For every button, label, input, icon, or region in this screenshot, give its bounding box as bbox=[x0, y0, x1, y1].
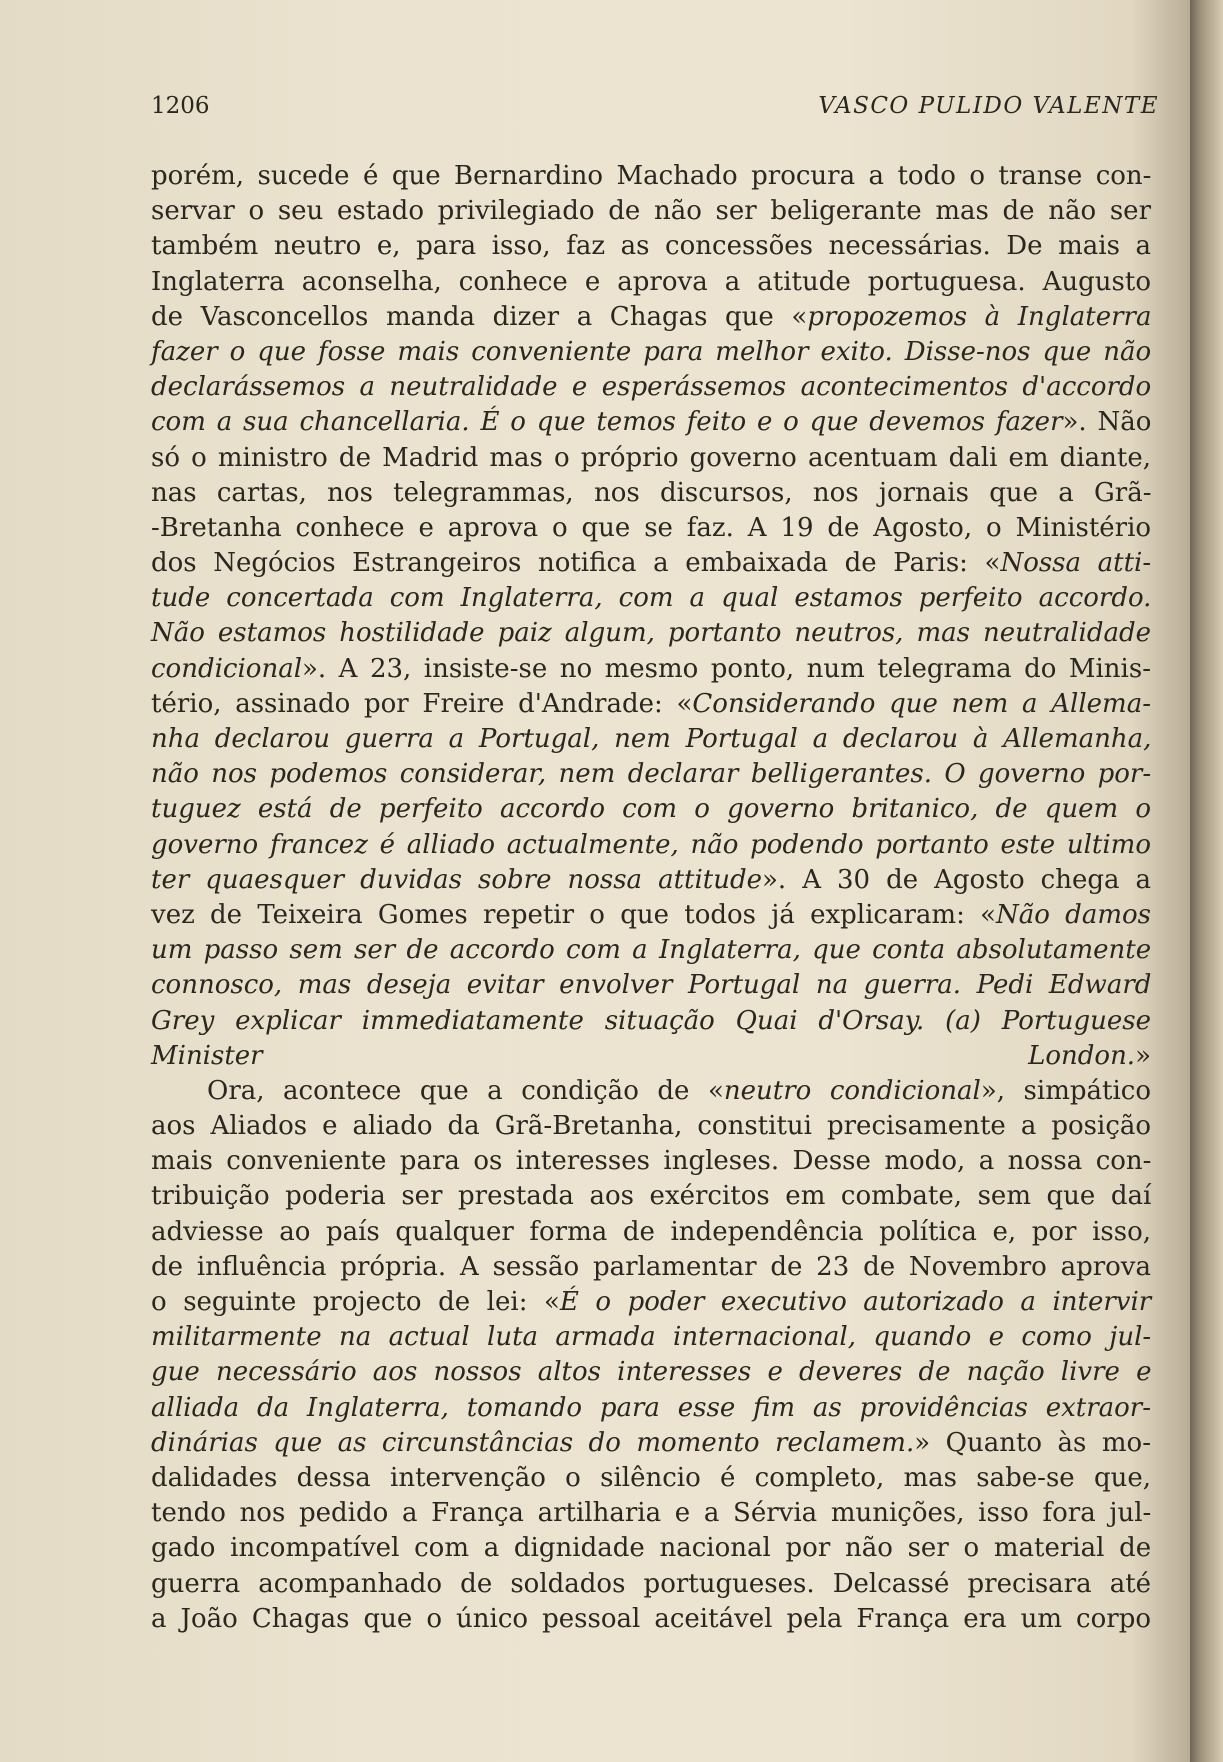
roman-run: vez de Teixeira Gomes repetir o que todos já explicaram: « bbox=[151, 899, 997, 930]
roman-run: ». Não bbox=[1062, 407, 1152, 438]
text-line bbox=[151, 1039, 1151, 1074]
text-line bbox=[151, 828, 1151, 863]
italic-run: É o poder executivo autorizado a intervir bbox=[559, 1287, 1152, 1317]
text-line bbox=[151, 1179, 1151, 1214]
italic-run: gue necessário aos nossos altos interesses e deveres de nação livre e bbox=[151, 1357, 1152, 1388]
paragraph-2 bbox=[151, 1074, 1151, 1637]
text-line bbox=[151, 1602, 1151, 1637]
italic-run: fazer o que fosse mais conveniente para melhor exito. Disse-nos que não bbox=[151, 336, 1152, 367]
text-line bbox=[151, 898, 1151, 933]
text-line bbox=[151, 1250, 1151, 1285]
text-line bbox=[151, 476, 1151, 511]
text-line bbox=[151, 1074, 1151, 1109]
roman-run: de influência própria. A sessão parlamentar de 23 de Novembro aprova bbox=[151, 1251, 1151, 1282]
text-line bbox=[151, 1355, 1151, 1390]
italic-run: neutro condicional bbox=[723, 1075, 981, 1106]
text-line bbox=[151, 757, 1151, 792]
text-line bbox=[151, 933, 1151, 968]
italic-run: não nos podemos considerar, nem declarar belligerantes. O governo por- bbox=[151, 759, 1152, 790]
roman-run: só o ministro de Madrid mas o próprio governo acentuam dali em diante, bbox=[151, 442, 1151, 473]
italic-run: tuguez está de perfeito accordo com o governo britanico, de quem o bbox=[151, 794, 1151, 825]
italic-run: Minister London. bbox=[151, 1040, 1136, 1071]
roman-run: de Vasconcellos manda dizer a Chagas que « bbox=[151, 301, 808, 332]
text-line bbox=[151, 1461, 1151, 1496]
text-line bbox=[151, 405, 1151, 440]
roman-run: dalidades dessa intervenção o silêncio é completo, mas sabe-se que, bbox=[151, 1462, 1151, 1493]
italic-run: connosco, mas deseja evitar envolver Portugal na guerra. Pedi Edward bbox=[151, 970, 1152, 1001]
italic-run: militarmente na actual luta armada internacional, quando e como jul- bbox=[151, 1322, 1152, 1353]
roman-run: guerra acompanhado de soldados portugueses. Delcassé precisara até bbox=[151, 1568, 1152, 1599]
text-line bbox=[151, 1391, 1151, 1426]
text-line bbox=[151, 229, 1151, 264]
roman-run: ». A 30 de Agosto chega a bbox=[762, 864, 1152, 895]
text-line bbox=[151, 441, 1151, 476]
roman-run: adviesse ao país qualquer forma de independência política e, por isso, bbox=[151, 1216, 1151, 1247]
roman-run: aos Aliados e aliado da Grã-Bretanha, constitui precisamente a posição bbox=[151, 1111, 1152, 1142]
text-line bbox=[151, 1320, 1151, 1355]
text-line bbox=[151, 335, 1151, 370]
italic-run: dinárias que as circunstâncias do momento reclamem. bbox=[151, 1427, 915, 1458]
roman-run: mais conveniente para os interesses ingleses. Desse modo, a nossa con- bbox=[151, 1146, 1152, 1177]
italic-run: nha declarou guerra a Portugal, nem Portugal a declarou à Allemanha, bbox=[151, 724, 1152, 754]
roman-run: gado incompatível com a dignidade nacional por não ser o material de bbox=[151, 1533, 1152, 1564]
roman-run: também neutro e, para isso, faz as concessões necessárias. De mais a bbox=[151, 231, 1151, 262]
italic-run: condicional bbox=[151, 653, 303, 684]
roman-run: dos Negócios Estrangeiros notifica a embaixada de Paris: « bbox=[151, 548, 1001, 579]
text-line bbox=[151, 265, 1151, 300]
roman-run: -Bretanha conhece e aprova o que se faz. A 19 de Agosto, o Ministério bbox=[151, 512, 1152, 543]
text-line bbox=[151, 1004, 1151, 1039]
italic-run: Nossa atti- bbox=[1000, 548, 1152, 579]
italic-run: um passo sem ser de accordo com a Inglaterra, que conta absolutamente bbox=[151, 935, 1152, 966]
text-line bbox=[151, 1285, 1151, 1320]
text-line bbox=[151, 1531, 1151, 1566]
running-header bbox=[151, 88, 1159, 124]
page-number: 1206 bbox=[151, 93, 210, 119]
text-line bbox=[151, 300, 1151, 335]
roman-run: tribuição poderia ser prestada aos exércitos em combate, sem que daí bbox=[151, 1181, 1152, 1212]
italic-run: Não estamos hostilidade paiz algum, portanto neutros, mas neutralidade bbox=[151, 618, 1152, 649]
text-line bbox=[151, 159, 1151, 194]
text-line bbox=[151, 1215, 1151, 1250]
italic-run: com a sua chancellaria. É o que temos feito e o que devemos fazer bbox=[151, 407, 1063, 438]
roman-run: nas cartas, nos telegrammas, nos discursos, nos jornais que a Grã- bbox=[151, 477, 1152, 508]
text-line bbox=[151, 968, 1151, 1003]
text-line bbox=[151, 1496, 1151, 1531]
roman-run: servar o seu estado privilegiado de não ser beligerante mas de não ser bbox=[151, 196, 1151, 227]
italic-run: ter quaesquer duvidas sobre nossa attitude bbox=[151, 864, 763, 895]
italic-run: Não damos bbox=[996, 899, 1151, 930]
roman-run: » bbox=[1135, 1040, 1151, 1071]
paragraph-1 bbox=[151, 159, 1151, 1074]
text-line bbox=[151, 1109, 1151, 1144]
text-line bbox=[151, 863, 1151, 898]
running-title: VASCO PULIDO VALENTE bbox=[818, 93, 1159, 119]
text-line bbox=[151, 581, 1151, 616]
roman-run: Inglaterra aconselha, conhece e aprova a atitude portuguesa. Augusto bbox=[151, 266, 1151, 297]
text-line bbox=[151, 1567, 1151, 1602]
roman-run: tério, assinado por Freire d'Andrade: « bbox=[151, 688, 693, 719]
roman-run: tendo nos pedido a França artilharia e a Sérvia munições, isso fora jul- bbox=[151, 1498, 1152, 1529]
body-text bbox=[151, 159, 1151, 1637]
text-line bbox=[151, 370, 1151, 405]
text-line bbox=[151, 1144, 1151, 1179]
italic-run: Considerando que nem a Allema- bbox=[692, 688, 1151, 719]
roman-run: Ora, acontece que a condição de « bbox=[207, 1075, 724, 1106]
italic-run: tude concertada com Inglaterra, com a qual estamos perfeito accordo. bbox=[151, 583, 1152, 614]
roman-run: porém, sucede é que Bernardino Machado procura a todo o transe con- bbox=[151, 161, 1152, 191]
roman-run: a João Chagas que o único pessoal aceitável pela França era um corpo bbox=[151, 1603, 1151, 1634]
text-line bbox=[151, 194, 1151, 229]
text-line bbox=[151, 511, 1151, 546]
italic-run: Grey explicar immediatamente situação Quai d'Orsay. (a) Portuguese bbox=[151, 1005, 1151, 1036]
text-line bbox=[151, 792, 1151, 827]
text-line bbox=[151, 722, 1151, 757]
roman-run: o seguinte projecto de lei: « bbox=[151, 1287, 560, 1317]
italic-run: governo francez é alliado actualmente, não podendo portanto este ultimo bbox=[151, 829, 1151, 860]
roman-run: », simpático bbox=[980, 1075, 1151, 1106]
text-line bbox=[151, 1426, 1151, 1461]
text-line bbox=[151, 616, 1151, 651]
italic-run: alliada da Inglaterra, tomando para esse fim as providências extraor- bbox=[151, 1392, 1151, 1423]
text-line bbox=[151, 546, 1151, 581]
italic-run: propozemos à Inglaterra bbox=[807, 301, 1152, 332]
roman-run: ». A 23, insiste-se no mesmo ponto, num telegrama do Minis- bbox=[302, 653, 1151, 684]
italic-run: declarássemos a neutralidade e esperássemos acontecimentos d'accordo bbox=[151, 372, 1152, 403]
text-line bbox=[151, 652, 1151, 687]
page-edge bbox=[1190, 0, 1223, 1762]
roman-run: » Quanto às mo- bbox=[914, 1427, 1151, 1458]
text-line bbox=[151, 687, 1151, 722]
